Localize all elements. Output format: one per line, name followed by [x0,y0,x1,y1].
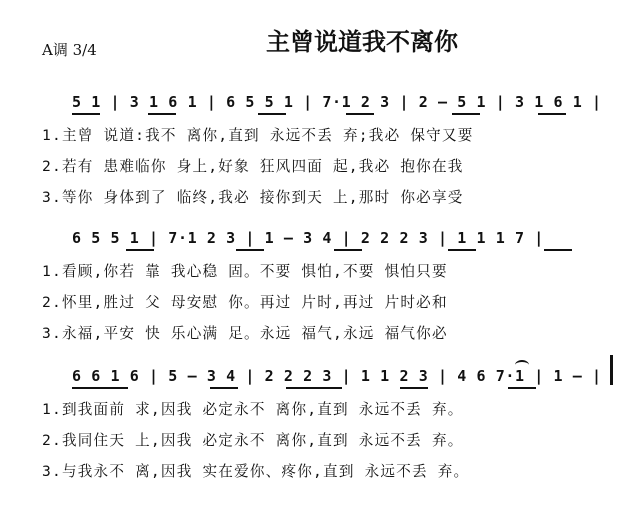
song-title: 主曾说道我不离你 [266,28,458,56]
final-barline [610,355,613,385]
lyric-verse-1-line-3: 1.到我面前 求,因我 必定永不 离你,直到 永远不丢 弃。 [42,401,464,418]
beam-underline [452,113,480,115]
beam-underline [334,249,362,251]
beam-underline [448,249,476,251]
beam-underline [544,249,572,251]
lyric-verse-3-line-3: 3.与我永不 离,因我 实在爱你、疼你,直到 永远不丢 弃。 [42,463,470,480]
beam-underline [148,113,176,115]
lyric-verse-2-line-2: 2.怀里,胜过 父 母安慰 你。再过 片时,再过 片时必和 [42,294,448,311]
beam-underline [72,387,128,389]
beam-underline [72,113,100,115]
beam-underline [236,249,264,251]
beam-underline [210,387,238,389]
beam-underline [508,387,536,389]
beam-underline [346,113,374,115]
notation-line-3: 6 6 1 6 | 5 – 3 4 | 2 2 2 3 | 1 1 2 3 | 4 6 7·1 | 1 – | [72,367,602,385]
notation-line-1: 5 1 | 3 1 6 1 | 6 5 5 1 | 7·1 2 3 | 2 – 5 1 | 3 1 6 1 | [72,93,602,111]
lyric-verse-3-line-2: 3.永福,平安 快 乐心满 足。永远 福气,永远 福气你必 [42,325,448,342]
lyric-verse-2-line-3: 2.我同住天 上,因我 必定永不 离你,直到 永远不丢 弃。 [42,432,464,449]
lyric-verse-1-line-2: 1.看顾,你若 靠 我心稳 固。不要 惧怕,不要 惧怕只要 [42,263,448,280]
fermata-icon [515,360,529,370]
lyric-verse-1-line-1: 1.主曾 说道:我不 离你,直到 永远不丢 弃;我必 保守又要 [42,127,474,144]
notation-line-2: 6 5 5 1 | 7·1 2 3 | 1 – 3 4 | 2 2 2 3 | 1 1 1 7 | [72,229,544,247]
beam-underline [286,387,342,389]
beam-underline [126,249,154,251]
beam-underline [538,113,566,115]
beam-underline [400,387,428,389]
lyric-verse-3-line-1: 3.等你 身体到了 临终,我必 接你到天 上,那时 你必享受 [42,189,464,206]
lyric-verse-2-line-1: 2.若有 患难临你 身上,好象 狂风四面 起,我必 抱你在我 [42,158,464,175]
beam-underline [258,113,286,115]
key-signature: A调 3/4 [42,41,97,59]
